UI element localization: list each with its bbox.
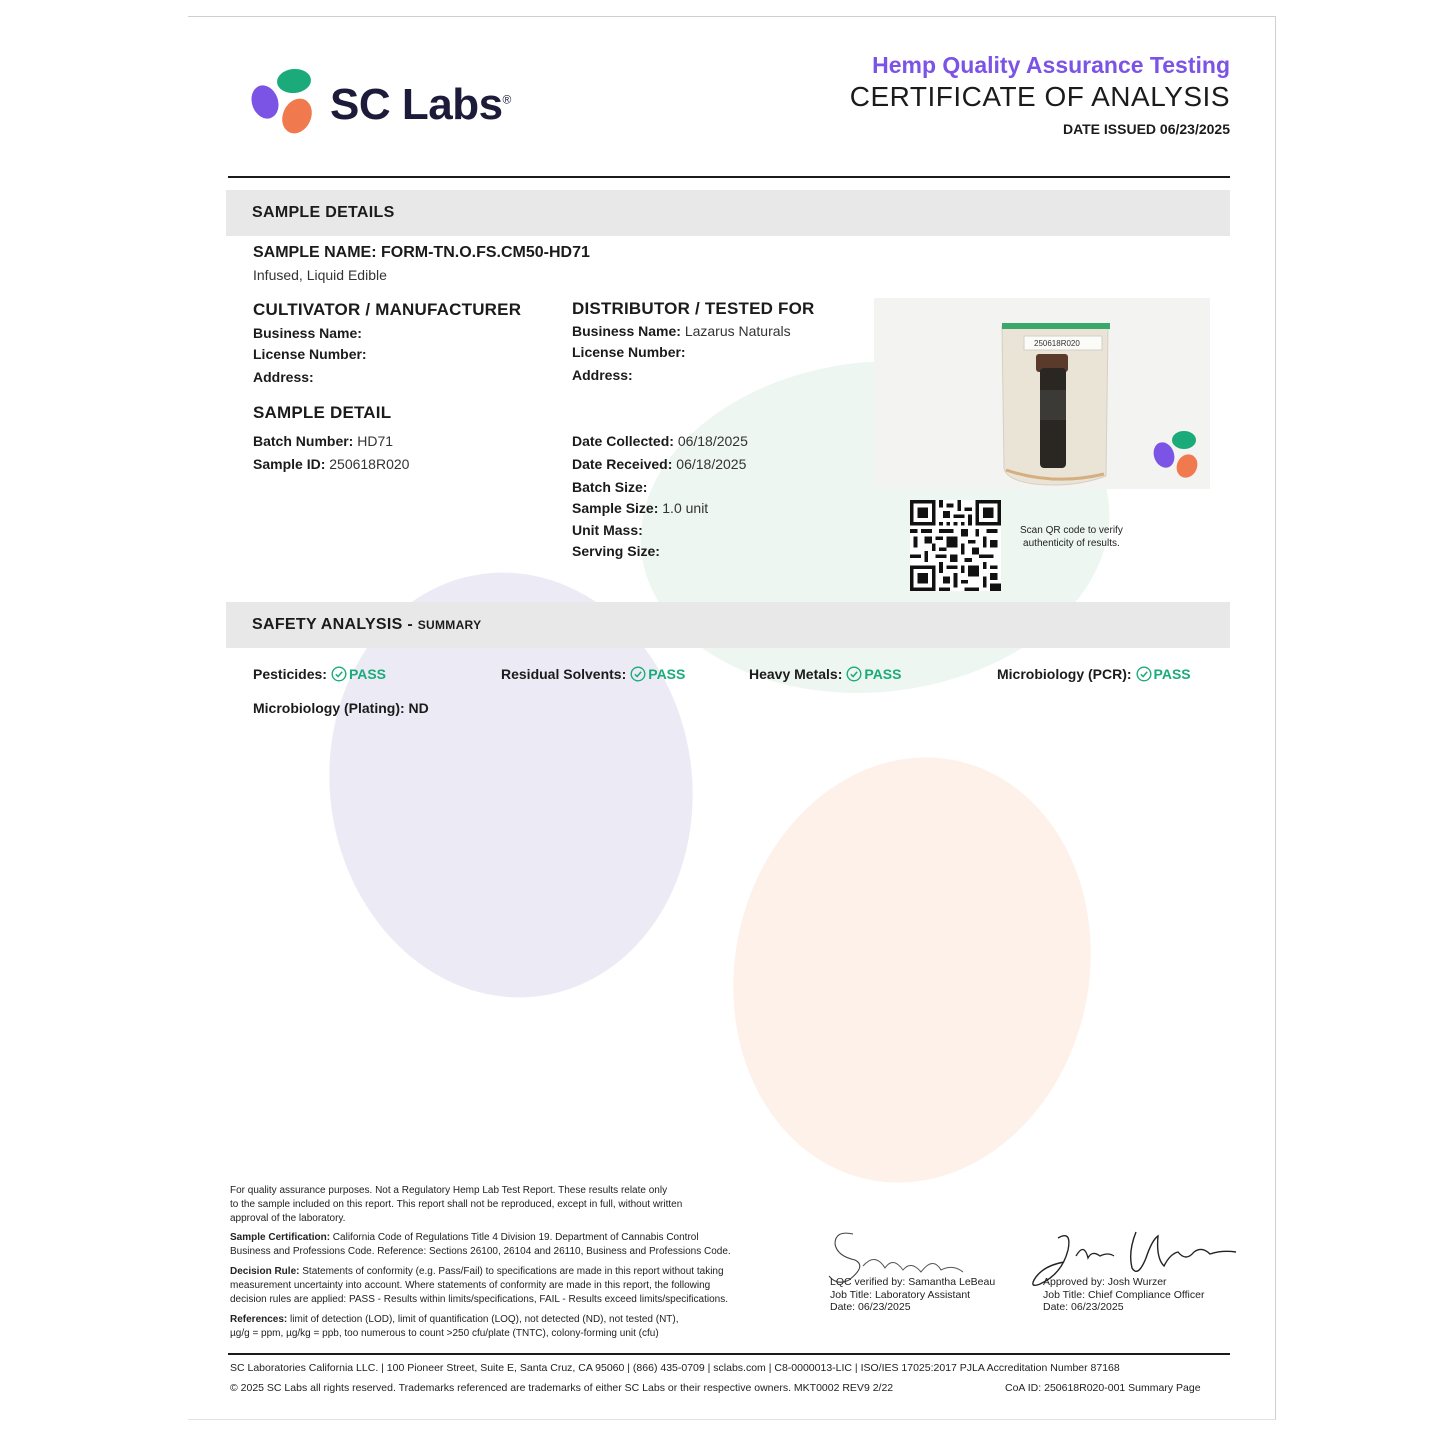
pesticides-result: Pesticides: PASS: [253, 666, 387, 682]
cultivator-address-label: Address:: [253, 369, 314, 385]
quality-assurance-note: For quality assurance purposes. Not a Regulatory Hemp Lab Test Report. These results relate only to the sample included on this report. This report shall not be reproduced, except in full, without written approval of the laboratory.: [230, 1185, 683, 1224]
header-divider: [228, 176, 1230, 178]
sc-labs-logo: [250, 66, 540, 138]
bag-label-text: 250618R020: [1034, 339, 1080, 348]
approval-block: Approved by: Josh Wurzer Job Title: Chief Compliance Officer Date: 06/23/2025: [1043, 1276, 1205, 1313]
check-circle-icon: [1136, 666, 1152, 682]
distributor-license-label: License Number:: [572, 344, 686, 360]
lqc-verification: LQC verified by: Samantha LeBeau Job Title: Laboratory Assistant Date: 06/23/2025: [830, 1276, 996, 1313]
microbiology-plating-result: Microbiology (Plating): ND: [253, 700, 429, 716]
footer-divider: [228, 1353, 1230, 1355]
sample-bag-image: [874, 298, 1210, 489]
date-collected: Date Collected: 06/18/2025: [572, 433, 748, 449]
header-block: [850, 52, 1230, 137]
distributor-address-label: Address:: [572, 367, 633, 383]
footer-copyright: © 2025 SC Labs all rights reserved. Trademarks referenced are trademarks of either SC Labs or their respective owners. MKT0002 REV9 2/22: [230, 1382, 894, 1394]
sample-type: Infused, Liquid Edible: [253, 267, 387, 283]
sample-photo: [874, 298, 1210, 489]
date-issued: DATE ISSUED 06/23/2025: [1062, 121, 1230, 137]
decision-rule-note: Decision Rule: Statements of conformity (e.g. Pass/Fail) to specifications are made in this report without taking measurement uncertainty into account. Where statements of conformity are made in this report, the following decision rules are applied: PASS - Results within limits/specifications, FAIL - Results exceed limits/specifications.: [230, 1266, 728, 1305]
header-subtitle: Hemp Quality Assurance Testing: [872, 52, 1230, 78]
safety-analysis-heading: SAFETY ANALYSIS - SUMMARY: [252, 616, 482, 633]
date-received: Date Received: 06/18/2025: [572, 456, 747, 472]
sample-certification-note: Sample Certification: California Code of Regulations Title 4 Division 19. Department of Cannabis Control Business and Professions Code. Reference: Sections 26100, 26104 and 26110, Business and Professions Code.: [230, 1232, 731, 1257]
batch-size-label: Batch Size:: [572, 479, 648, 495]
cultivator-heading: CULTIVATOR / MANUFACTURER: [253, 300, 522, 319]
microbiology-pcr-result: Microbiology (PCR): PASS: [997, 666, 1191, 682]
sample-detail-heading: SAMPLE DETAIL: [253, 403, 392, 422]
sample-details-heading: SAMPLE DETAILS: [252, 204, 395, 221]
qr-code[interactable]: [910, 500, 1001, 591]
distributor-business-name: Business Name: Lazarus Naturals: [572, 323, 791, 339]
distributor-business-name-value: Lazarus Naturals: [684, 323, 791, 339]
safety-analysis-band: [226, 602, 1230, 648]
check-circle-icon: [630, 666, 646, 682]
check-circle-icon: [331, 666, 347, 682]
cultivator-license-label: License Number:: [253, 346, 367, 362]
batch-number: Batch Number: HD71: [253, 433, 394, 449]
references-note: References: limit of detection (LOD), limit of quantification (LOQ), not detected (ND), not tested (NT), µg/g = ppm, µg/kg = ppb, too numerous to count >250 cfu/plate (TNTC), colony-forming unit (cfu): [230, 1314, 679, 1339]
sample-size: Sample Size: 1.0 unit: [572, 500, 709, 516]
residual-solvents-result: Residual Solvents: PASS: [501, 666, 686, 682]
check-circle-icon: [846, 666, 862, 682]
cultivator-business-name-label: Business Name:: [253, 325, 362, 341]
footer-coa-id: CoA ID: 250618R020-001 Summary Page: [1005, 1382, 1201, 1394]
unit-mass-label: Unit Mass:: [572, 522, 643, 538]
distributor-heading: DISTRIBUTOR / TESTED FOR: [572, 299, 815, 318]
sample-id: Sample ID: 250618R020: [253, 456, 410, 472]
document-title: CERTIFICATE OF ANALYSIS: [849, 81, 1230, 112]
heavy-metals-result: Heavy Metals: PASS: [749, 666, 902, 682]
footer-address: SC Laboratories California LLC. | 100 Pioneer Street, Suite E, Santa Cruz, CA 95060 | (866) 435-0709 | sclabs.com | C8-0000013-LIC | ISO/IES 17025:2017 PJLA Accreditation Number 87168: [230, 1362, 1120, 1374]
sample-name: SAMPLE NAME: FORM-TN.O.FS.CM50-HD71: [253, 244, 590, 261]
qr-caption: Scan QR code to verify authenticity of results.: [1020, 525, 1123, 549]
sc-labs-logo-icon: [250, 66, 322, 138]
sample-details-band: [226, 190, 1230, 236]
sc-labs-wordmark: SC Labs®: [330, 80, 511, 129]
serving-size-label: Serving Size:: [572, 543, 660, 559]
